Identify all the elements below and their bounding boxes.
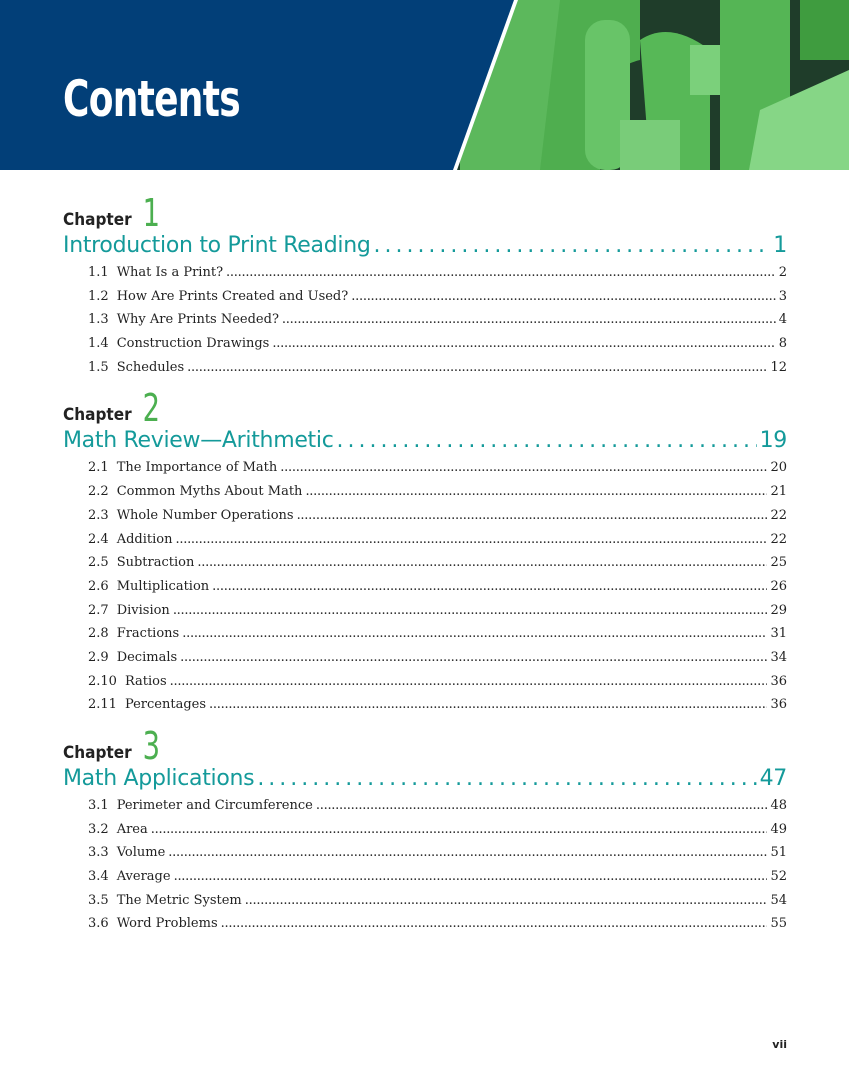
toc-entry[interactable] [63,889,787,913]
section-page: 22 [770,507,787,523]
section-page: 25 [770,555,787,571]
toc-entry[interactable] [63,794,787,818]
section-title: Division [116,602,170,618]
section-page: 8 [778,336,787,352]
chapter-group [63,724,787,936]
dot-leader [245,889,768,913]
toc-entry[interactable] [63,456,787,480]
toc-entry[interactable] [63,818,787,842]
section-number: 2.8 [88,626,109,642]
section-number: 2.10 [88,673,117,689]
toc-entry[interactable] [63,332,787,356]
toc-entry[interactable] [63,356,787,380]
toc-entry[interactable] [63,285,787,309]
section-title: Multiplication [116,578,210,594]
section-number: 2.4 [88,531,109,547]
chapter-title-link[interactable] [63,425,787,456]
section-number: 2.11 [88,697,117,713]
dot-leader [182,622,767,646]
section-title: Word Problems [116,916,218,932]
chapter-group [63,386,787,717]
toc-entry[interactable] [63,622,787,646]
page-title: Contents [63,70,240,128]
chapter-title-link[interactable] [63,230,787,261]
toc-entry[interactable] [63,551,787,575]
section-page: 52 [770,869,787,885]
section-page: 20 [770,460,787,476]
toc-entry[interactable] [63,599,787,623]
section-page: 21 [770,484,787,500]
toc-entry[interactable] [63,528,787,552]
section-number: 2.5 [88,555,109,571]
section-number: 2.9 [88,649,109,665]
dot-leader [226,261,776,285]
section-title: Common Myths About Math [116,484,303,500]
section-page: 34 [770,649,787,665]
chapter-word: Chapter [63,210,132,230]
section-title: The Importance of Math [116,460,278,476]
section-title: The Metric System [116,892,242,908]
section-title: Schedules [116,359,185,375]
section-number: 2.1 [88,460,109,476]
chapter-label [63,191,715,235]
toc-entry[interactable] [63,504,787,528]
section-page: 22 [770,531,787,547]
chapter-title-link[interactable] [63,763,787,794]
dot-leader [209,693,767,717]
section-title: Subtraction [116,555,195,571]
chapter-number: 2 [142,386,161,431]
dot-leader [280,456,767,480]
page-number: vii [772,1038,787,1051]
chapter-page: 47 [759,766,787,791]
section-page: 29 [770,602,787,618]
header-banner [0,0,849,170]
dot-leader [174,865,768,889]
section-title: What Is a Print? [116,265,224,280]
dot-leader [316,794,768,818]
section-title: Whole Number Operations [116,507,294,523]
toc-entry[interactable] [63,670,787,694]
toc-entry[interactable] [63,261,787,285]
section-page: 4 [778,312,787,328]
dot-leader [221,912,768,936]
dot-leader [272,332,775,356]
section-title: Average [116,869,171,885]
dot-leader [257,763,756,794]
chapter-page: 1 [773,233,787,258]
section-title: Decimals [116,649,178,665]
dot-leader [282,308,776,332]
section-number: 3.2 [88,821,109,837]
section-page: 12 [770,359,787,375]
section-title: Construction Drawings [116,336,270,352]
section-number: 3.1 [88,798,109,813]
section-number: 1.4 [88,336,109,352]
dot-leader [151,818,768,842]
toc-entry[interactable] [63,912,787,936]
dot-leader [197,551,767,575]
section-title: Area [116,821,148,837]
toc-entry[interactable] [63,646,787,670]
chapter-number: 3 [142,724,161,768]
toc-entry[interactable] [63,841,787,865]
dot-leader [297,504,768,528]
chapter-word: Chapter [63,743,132,763]
toc-entry[interactable] [63,308,787,332]
dot-leader [351,285,775,309]
toc-entry[interactable] [63,480,787,504]
section-page: 36 [770,697,787,713]
section-title: Addition [116,531,173,547]
chapter-title: Introduction to Print Reading [63,233,371,258]
dot-leader [374,230,771,261]
table-of-contents [63,191,787,948]
section-number: 1.1 [88,265,109,280]
chapter-title: Math Review—Arithmetic [63,428,334,454]
section-number: 1.2 [88,288,109,304]
section-number: 3.5 [88,892,109,908]
dot-leader [180,646,767,670]
dot-leader [168,841,767,865]
section-page: 2 [778,265,787,280]
section-title: Percentages [124,697,207,713]
section-page: 3 [778,288,787,304]
section-title: Perimeter and Circumference [116,798,313,813]
section-page: 36 [770,673,787,689]
section-number: 2.7 [88,602,109,618]
section-page: 48 [770,798,787,813]
section-number: 3.4 [88,869,109,885]
dot-leader [337,425,757,456]
section-number: 1.5 [88,359,109,375]
dot-leader [170,670,768,694]
section-number: 3.3 [88,845,109,861]
section-title: Why Are Prints Needed? [116,312,279,328]
section-page: 31 [770,626,787,642]
chapter-word: Chapter [63,405,132,426]
dot-leader [212,575,767,599]
toc-entry[interactable] [63,575,787,599]
section-page: 26 [770,578,787,594]
chapter-number: 1 [142,191,161,235]
section-number: 2.2 [88,484,109,500]
section-number: 3.6 [88,916,109,932]
chapter-page: 19 [759,428,787,454]
section-page: 54 [770,892,787,908]
section-number: 1.3 [88,312,109,328]
section-page: 51 [770,845,787,861]
section-title: Fractions [116,626,180,642]
section-number: 2.3 [88,507,109,523]
section-page: 55 [770,916,787,932]
dot-leader [305,480,767,504]
section-title: Volume [116,845,166,861]
chapter-label [63,724,715,768]
section-title: Ratios [124,673,167,689]
chapter-group [63,191,787,379]
dot-leader [175,528,767,552]
chapter-title: Math Applications [63,766,255,791]
chapter-label [63,386,715,431]
section-title: How Are Prints Created and Used? [116,288,349,304]
section-number: 2.6 [88,578,109,594]
dot-leader [187,356,767,380]
section-page: 49 [770,821,787,837]
toc-entry[interactable] [63,865,787,889]
dot-leader [173,599,768,623]
toc-entry[interactable] [63,693,787,717]
